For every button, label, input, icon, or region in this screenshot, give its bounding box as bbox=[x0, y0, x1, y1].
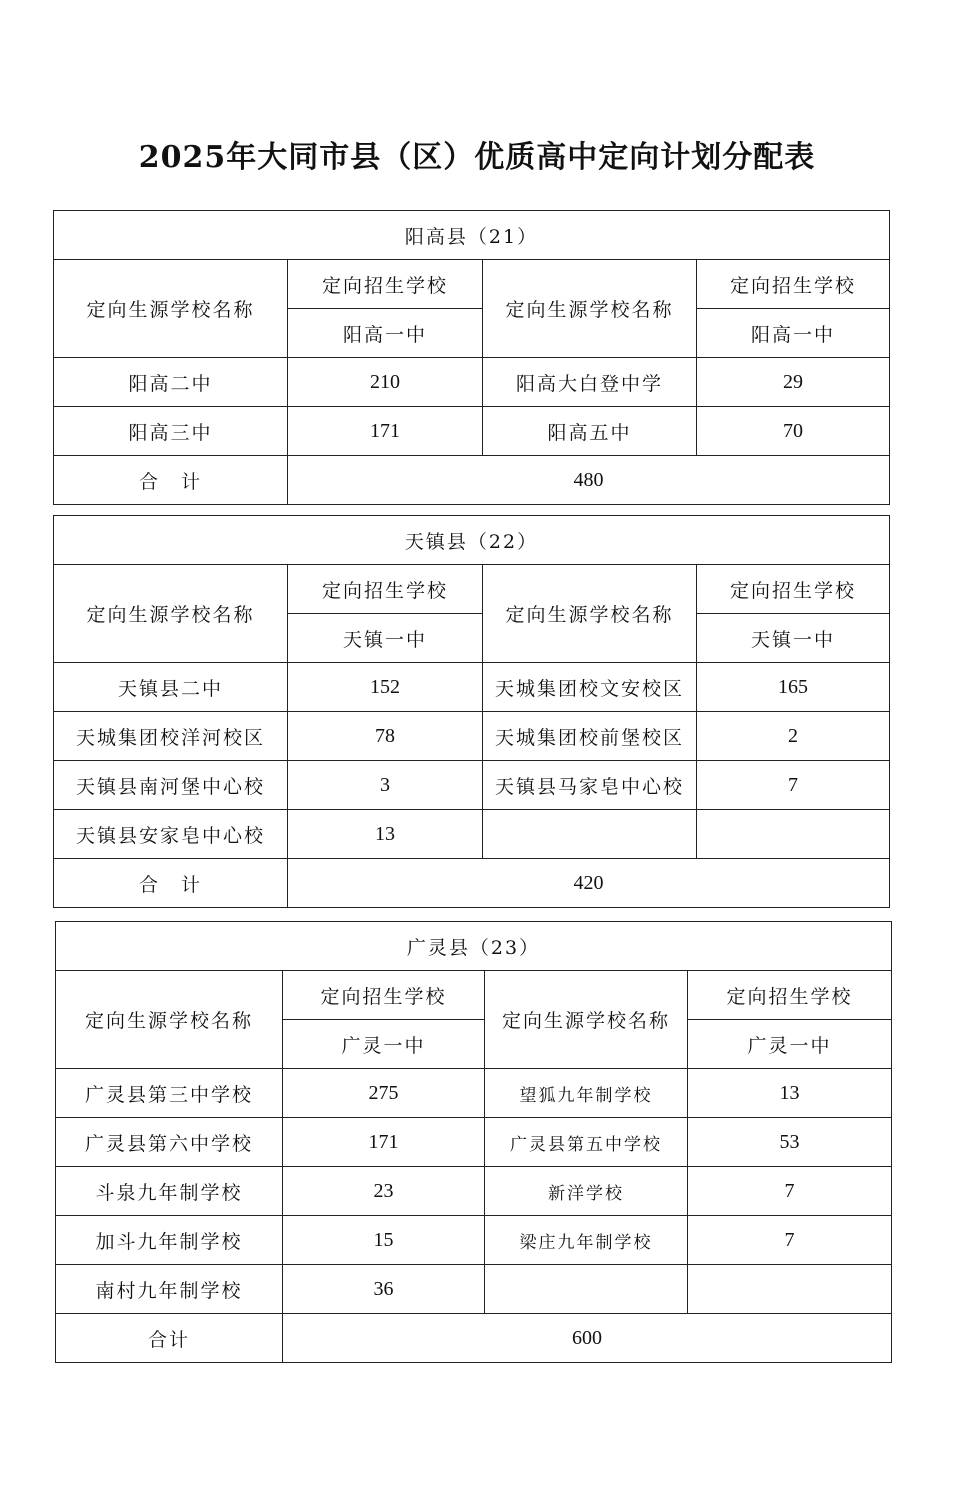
header-source-school: 定向生源学校名称 bbox=[54, 260, 288, 358]
quota-cell: 36 bbox=[283, 1265, 485, 1314]
table-row bbox=[54, 761, 890, 810]
section-table-guangling bbox=[55, 921, 892, 1363]
source-school-cell: 广灵县第六中学校 bbox=[56, 1118, 283, 1167]
quota-cell: 3 bbox=[288, 761, 483, 810]
source-school-cell: 广灵县第五中学校 bbox=[485, 1118, 688, 1167]
source-school-cell: 梁庄九年制学校 bbox=[485, 1216, 688, 1265]
header-source-school: 定向生源学校名称 bbox=[56, 971, 283, 1069]
total-value: 420 bbox=[288, 859, 890, 908]
total-value: 480 bbox=[288, 456, 890, 505]
total-label: 合 计 bbox=[54, 456, 288, 505]
source-school-cell: 加斗九年制学校 bbox=[56, 1216, 283, 1265]
quota-cell: 275 bbox=[283, 1069, 485, 1118]
quota-cell: 171 bbox=[288, 407, 483, 456]
header-target-school: 定向招生学校 bbox=[283, 971, 485, 1020]
table-row bbox=[54, 810, 890, 859]
header-target-school: 定向招生学校 bbox=[288, 260, 483, 309]
target-school-name: 天镇一中 bbox=[697, 614, 890, 663]
page-title: 2025年大同市县（区）优质高中定向计划分配表 bbox=[138, 140, 816, 175]
section-table-yanggao bbox=[53, 210, 890, 505]
header-source-school: 定向生源学校名称 bbox=[54, 565, 288, 663]
quota-cell: 53 bbox=[688, 1118, 892, 1167]
source-school-cell: 天镇县马家皂中心校 bbox=[483, 761, 697, 810]
source-school-cell: 天城集团校文安校区 bbox=[483, 663, 697, 712]
header-target-school: 定向招生学校 bbox=[697, 565, 890, 614]
quota-cell: 15 bbox=[283, 1216, 485, 1265]
source-school-cell: 斗泉九年制学校 bbox=[56, 1167, 283, 1216]
header-source-school: 定向生源学校名称 bbox=[483, 565, 697, 663]
source-school-cell: 天镇县二中 bbox=[54, 663, 288, 712]
source-school-cell: 阳高大白登中学 bbox=[483, 358, 697, 407]
source-school-cell: 天城集团校洋河校区 bbox=[54, 712, 288, 761]
quota-cell bbox=[697, 810, 890, 859]
total-row bbox=[54, 456, 890, 505]
target-school-name: 广灵一中 bbox=[283, 1020, 485, 1069]
target-school-name: 阳高一中 bbox=[288, 309, 483, 358]
source-school-cell: 广灵县第三中学校 bbox=[56, 1069, 283, 1118]
target-school-name: 广灵一中 bbox=[688, 1020, 892, 1069]
source-school-cell: 阳高二中 bbox=[54, 358, 288, 407]
quota-cell: 7 bbox=[697, 761, 890, 810]
header-target-school: 定向招生学校 bbox=[697, 260, 890, 309]
quota-cell: 7 bbox=[688, 1216, 892, 1265]
source-school-cell: 阳高五中 bbox=[483, 407, 697, 456]
quota-cell: 23 bbox=[283, 1167, 485, 1216]
quota-cell: 210 bbox=[288, 358, 483, 407]
header-target-school: 定向招生学校 bbox=[288, 565, 483, 614]
quota-cell: 2 bbox=[697, 712, 890, 761]
table-row bbox=[56, 1216, 892, 1265]
quota-cell: 165 bbox=[697, 663, 890, 712]
header-target-school: 定向招生学校 bbox=[688, 971, 892, 1020]
quota-cell: 70 bbox=[697, 407, 890, 456]
source-school-cell: 南村九年制学校 bbox=[56, 1265, 283, 1314]
table-row bbox=[54, 358, 890, 407]
table-row bbox=[54, 663, 890, 712]
section-title: 天镇县（22） bbox=[54, 516, 890, 565]
total-value: 600 bbox=[283, 1314, 892, 1363]
table-row bbox=[56, 1167, 892, 1216]
source-school-cell bbox=[483, 810, 697, 859]
total-row bbox=[56, 1314, 892, 1363]
source-school-cell: 阳高三中 bbox=[54, 407, 288, 456]
source-school-cell: 望狐九年制学校 bbox=[485, 1069, 688, 1118]
quota-cell: 13 bbox=[288, 810, 483, 859]
target-school-name: 天镇一中 bbox=[288, 614, 483, 663]
source-school-cell: 天镇县安家皂中心校 bbox=[54, 810, 288, 859]
total-label: 合计 bbox=[56, 1314, 283, 1363]
quota-cell: 171 bbox=[283, 1118, 485, 1167]
section-title: 广灵县（23） bbox=[56, 922, 892, 971]
source-school-cell: 新洋学校 bbox=[485, 1167, 688, 1216]
target-school-name: 阳高一中 bbox=[697, 309, 890, 358]
table-row bbox=[54, 407, 890, 456]
total-label: 合 计 bbox=[54, 859, 288, 908]
source-school-cell: 天城集团校前堡校区 bbox=[483, 712, 697, 761]
section-title: 阳高县（21） bbox=[54, 211, 890, 260]
table-row bbox=[56, 1265, 892, 1314]
table-row bbox=[54, 712, 890, 761]
header-source-school: 定向生源学校名称 bbox=[483, 260, 697, 358]
quota-cell: 152 bbox=[288, 663, 483, 712]
quota-cell bbox=[688, 1265, 892, 1314]
quota-cell: 78 bbox=[288, 712, 483, 761]
header-source-school: 定向生源学校名称 bbox=[485, 971, 688, 1069]
source-school-cell: 天镇县南河堡中心校 bbox=[54, 761, 288, 810]
quota-cell: 13 bbox=[688, 1069, 892, 1118]
source-school-cell bbox=[485, 1265, 688, 1314]
quota-cell: 7 bbox=[688, 1167, 892, 1216]
section-table-tianzhen bbox=[53, 515, 890, 908]
total-row bbox=[54, 859, 890, 908]
table-row bbox=[56, 1118, 892, 1167]
quota-cell: 29 bbox=[697, 358, 890, 407]
table-row bbox=[56, 1069, 892, 1118]
